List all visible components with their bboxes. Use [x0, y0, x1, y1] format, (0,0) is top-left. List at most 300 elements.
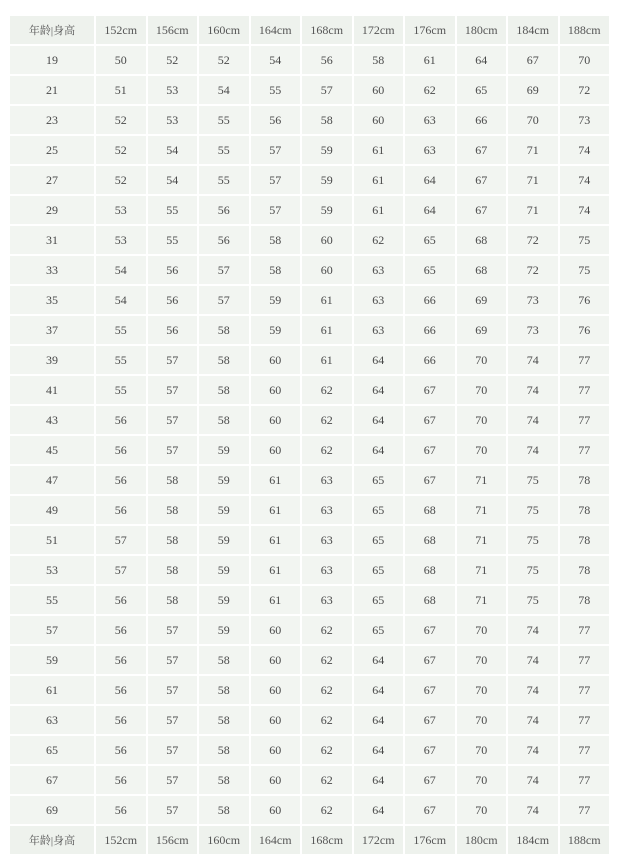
height-column-header: 180cm — [456, 825, 508, 855]
weight-cell: 60 — [301, 225, 353, 255]
weight-cell: 63 — [301, 465, 353, 495]
weight-cell: 55 — [250, 75, 302, 105]
weight-cell: 58 — [147, 465, 199, 495]
weight-cell: 56 — [147, 255, 199, 285]
weight-cell: 57 — [147, 615, 199, 645]
weight-cell: 53 — [147, 75, 199, 105]
weight-cell: 57 — [147, 735, 199, 765]
weight-cell: 60 — [250, 795, 302, 825]
weight-cell: 58 — [353, 45, 405, 75]
age-cell: 37 — [9, 315, 95, 345]
weight-cell: 59 — [198, 615, 250, 645]
weight-cell: 77 — [559, 765, 611, 795]
weight-cell: 61 — [353, 165, 405, 195]
age-height-weight-table — [8, 14, 611, 856]
weight-cell: 56 — [301, 45, 353, 75]
weight-cell: 57 — [250, 135, 302, 165]
weight-cell: 57 — [95, 525, 147, 555]
weight-cell: 77 — [559, 375, 611, 405]
weight-cell: 62 — [404, 75, 456, 105]
weight-cell: 74 — [507, 615, 559, 645]
table-row — [9, 705, 610, 735]
weight-cell: 73 — [507, 285, 559, 315]
table-row — [9, 315, 610, 345]
weight-cell: 57 — [250, 195, 302, 225]
weight-cell: 60 — [250, 705, 302, 735]
table-row — [9, 795, 610, 825]
weight-cell: 74 — [507, 705, 559, 735]
weight-cell: 57 — [301, 75, 353, 105]
weight-cell: 66 — [404, 315, 456, 345]
weight-cell: 64 — [404, 165, 456, 195]
weight-cell: 61 — [250, 465, 302, 495]
weight-cell: 78 — [559, 585, 611, 615]
weight-cell: 57 — [147, 345, 199, 375]
weight-cell: 59 — [198, 555, 250, 585]
weight-cell: 78 — [559, 465, 611, 495]
height-column-header: 156cm — [147, 825, 199, 855]
weight-cell: 54 — [147, 165, 199, 195]
weight-cell: 57 — [147, 645, 199, 675]
weight-cell: 56 — [95, 675, 147, 705]
weight-cell: 67 — [507, 45, 559, 75]
weight-cell: 62 — [301, 705, 353, 735]
weight-cell: 60 — [301, 255, 353, 285]
weight-cell: 62 — [301, 375, 353, 405]
weight-cell: 67 — [404, 465, 456, 495]
weight-cell: 65 — [353, 495, 405, 525]
weight-cell: 55 — [147, 195, 199, 225]
weight-cell: 67 — [404, 795, 456, 825]
weight-cell: 77 — [559, 405, 611, 435]
weight-cell: 66 — [404, 345, 456, 375]
age-cell: 25 — [9, 135, 95, 165]
weight-cell: 57 — [147, 795, 199, 825]
weight-cell: 70 — [507, 105, 559, 135]
weight-cell: 58 — [198, 345, 250, 375]
weight-cell: 77 — [559, 435, 611, 465]
weight-cell: 64 — [353, 645, 405, 675]
age-cell: 47 — [9, 465, 95, 495]
weight-cell: 59 — [301, 165, 353, 195]
weight-cell: 52 — [95, 135, 147, 165]
weight-cell: 75 — [507, 495, 559, 525]
height-column-header: 172cm — [353, 15, 405, 45]
weight-cell: 74 — [507, 795, 559, 825]
weight-cell: 61 — [301, 345, 353, 375]
weight-cell: 62 — [353, 225, 405, 255]
weight-cell: 62 — [301, 795, 353, 825]
weight-cell: 75 — [507, 525, 559, 555]
weight-cell: 61 — [250, 585, 302, 615]
weight-cell: 53 — [95, 195, 147, 225]
weight-cell: 74 — [559, 165, 611, 195]
weight-cell: 68 — [404, 495, 456, 525]
weight-cell: 66 — [404, 285, 456, 315]
weight-cell: 61 — [353, 135, 405, 165]
weight-cell: 72 — [507, 225, 559, 255]
weight-cell: 60 — [250, 615, 302, 645]
age-cell: 65 — [9, 735, 95, 765]
weight-cell: 67 — [404, 615, 456, 645]
weight-cell: 77 — [559, 345, 611, 375]
age-cell: 63 — [9, 705, 95, 735]
weight-cell: 63 — [301, 495, 353, 525]
weight-cell: 55 — [95, 375, 147, 405]
weight-cell: 58 — [198, 405, 250, 435]
weight-cell: 58 — [198, 375, 250, 405]
weight-cell: 74 — [559, 195, 611, 225]
weight-cell: 74 — [507, 645, 559, 675]
weight-cell: 59 — [301, 135, 353, 165]
weight-cell: 55 — [198, 165, 250, 195]
age-cell: 39 — [9, 345, 95, 375]
table-row — [9, 555, 610, 585]
weight-cell: 55 — [95, 345, 147, 375]
weight-cell: 78 — [559, 525, 611, 555]
weight-cell: 62 — [301, 435, 353, 465]
weight-cell: 56 — [147, 285, 199, 315]
weight-cell: 55 — [147, 225, 199, 255]
weight-cell: 71 — [507, 195, 559, 225]
height-column-header: 188cm — [559, 825, 611, 855]
weight-cell: 63 — [404, 105, 456, 135]
weight-cell: 75 — [507, 555, 559, 585]
weight-cell: 69 — [507, 75, 559, 105]
weight-cell: 63 — [353, 285, 405, 315]
weight-cell: 67 — [404, 375, 456, 405]
weight-cell: 57 — [147, 375, 199, 405]
weight-cell: 69 — [456, 315, 508, 345]
weight-cell: 75 — [559, 255, 611, 285]
weight-cell: 59 — [301, 195, 353, 225]
weight-cell: 70 — [456, 435, 508, 465]
age-cell: 45 — [9, 435, 95, 465]
weight-cell: 74 — [507, 675, 559, 705]
weight-cell: 58 — [250, 225, 302, 255]
weight-cell: 74 — [507, 765, 559, 795]
weight-cell: 68 — [456, 255, 508, 285]
age-cell: 53 — [9, 555, 95, 585]
weight-cell: 74 — [507, 375, 559, 405]
weight-cell: 57 — [95, 555, 147, 585]
weight-cell: 56 — [95, 705, 147, 735]
weight-cell: 70 — [456, 735, 508, 765]
age-cell: 29 — [9, 195, 95, 225]
table-row — [9, 105, 610, 135]
weight-cell: 56 — [250, 105, 302, 135]
weight-cell: 60 — [250, 645, 302, 675]
footer-row — [9, 825, 610, 855]
weight-cell: 70 — [456, 765, 508, 795]
table-row — [9, 435, 610, 465]
table-row — [9, 285, 610, 315]
weight-cell: 62 — [301, 645, 353, 675]
table-row — [9, 195, 610, 225]
weight-cell: 71 — [456, 585, 508, 615]
age-cell: 55 — [9, 585, 95, 615]
height-column-header: 152cm — [95, 15, 147, 45]
weight-cell: 74 — [507, 405, 559, 435]
weight-cell: 55 — [198, 135, 250, 165]
weight-cell: 59 — [198, 495, 250, 525]
height-column-header: 180cm — [456, 15, 508, 45]
weight-cell: 72 — [507, 255, 559, 285]
weight-cell: 58 — [250, 255, 302, 285]
weight-cell: 70 — [456, 795, 508, 825]
weight-cell: 67 — [404, 765, 456, 795]
weight-cell: 57 — [147, 675, 199, 705]
weight-cell: 60 — [353, 105, 405, 135]
weight-cell: 65 — [404, 255, 456, 285]
weight-cell: 64 — [456, 45, 508, 75]
weight-cell: 56 — [95, 645, 147, 675]
weight-cell: 64 — [353, 675, 405, 705]
table-row — [9, 405, 610, 435]
weight-cell: 58 — [198, 645, 250, 675]
weight-cell: 73 — [559, 105, 611, 135]
weight-cell: 61 — [250, 525, 302, 555]
height-column-header: 168cm — [301, 15, 353, 45]
weight-cell: 58 — [147, 495, 199, 525]
weight-cell: 57 — [198, 255, 250, 285]
weight-cell: 67 — [456, 195, 508, 225]
weight-cell: 70 — [456, 345, 508, 375]
weight-cell: 64 — [404, 195, 456, 225]
table-row — [9, 225, 610, 255]
weight-cell: 64 — [353, 765, 405, 795]
header-row — [9, 15, 610, 45]
table-row — [9, 585, 610, 615]
age-cell: 31 — [9, 225, 95, 255]
weight-cell: 68 — [404, 585, 456, 615]
weight-cell: 61 — [301, 285, 353, 315]
weight-cell: 59 — [250, 285, 302, 315]
weight-cell: 62 — [301, 765, 353, 795]
weight-cell: 62 — [301, 735, 353, 765]
weight-cell: 71 — [456, 495, 508, 525]
weight-cell: 65 — [353, 585, 405, 615]
weight-cell: 76 — [559, 285, 611, 315]
weight-cell: 64 — [353, 375, 405, 405]
weight-cell: 59 — [198, 465, 250, 495]
weight-cell: 76 — [559, 315, 611, 345]
age-height-corner-label: 年龄|身高 — [9, 15, 95, 45]
weight-cell: 60 — [250, 405, 302, 435]
weight-cell: 74 — [507, 345, 559, 375]
weight-cell: 65 — [353, 525, 405, 555]
weight-table-container — [8, 14, 609, 856]
table-row — [9, 495, 610, 525]
weight-cell: 52 — [147, 45, 199, 75]
table-row — [9, 45, 610, 75]
weight-cell: 58 — [301, 105, 353, 135]
height-column-header: 168cm — [301, 825, 353, 855]
weight-cell: 67 — [404, 645, 456, 675]
table-footer — [9, 825, 610, 855]
weight-cell: 56 — [95, 765, 147, 795]
weight-cell: 58 — [198, 705, 250, 735]
weight-cell: 59 — [198, 435, 250, 465]
weight-cell: 64 — [353, 405, 405, 435]
weight-cell: 78 — [559, 555, 611, 585]
weight-cell: 56 — [95, 615, 147, 645]
weight-cell: 62 — [301, 615, 353, 645]
weight-cell: 56 — [147, 315, 199, 345]
weight-cell: 55 — [95, 315, 147, 345]
table-row — [9, 75, 610, 105]
height-column-header: 176cm — [404, 825, 456, 855]
age-cell: 21 — [9, 75, 95, 105]
weight-cell: 75 — [559, 225, 611, 255]
weight-cell: 56 — [95, 465, 147, 495]
weight-cell: 67 — [404, 705, 456, 735]
weight-cell: 77 — [559, 675, 611, 705]
table-row — [9, 375, 610, 405]
weight-cell: 50 — [95, 45, 147, 75]
weight-cell: 60 — [250, 435, 302, 465]
weight-cell: 52 — [198, 45, 250, 75]
weight-cell: 65 — [404, 225, 456, 255]
weight-cell: 77 — [559, 735, 611, 765]
weight-cell: 70 — [559, 45, 611, 75]
age-cell: 43 — [9, 405, 95, 435]
table-row — [9, 255, 610, 285]
weight-cell: 52 — [95, 105, 147, 135]
age-cell: 61 — [9, 675, 95, 705]
age-height-corner-label: 年龄|身高 — [9, 825, 95, 855]
weight-cell: 58 — [198, 795, 250, 825]
weight-cell: 64 — [353, 735, 405, 765]
weight-cell: 77 — [559, 705, 611, 735]
weight-cell: 70 — [456, 375, 508, 405]
weight-cell: 57 — [198, 285, 250, 315]
table-row — [9, 765, 610, 795]
height-column-header: 188cm — [559, 15, 611, 45]
age-cell: 69 — [9, 795, 95, 825]
weight-cell: 64 — [353, 435, 405, 465]
weight-cell: 70 — [456, 615, 508, 645]
weight-cell: 74 — [507, 435, 559, 465]
age-cell: 33 — [9, 255, 95, 285]
weight-cell: 68 — [404, 555, 456, 585]
height-column-header: 184cm — [507, 15, 559, 45]
height-column-header: 172cm — [353, 825, 405, 855]
weight-cell: 64 — [353, 705, 405, 735]
age-cell: 27 — [9, 165, 95, 195]
weight-cell: 57 — [147, 435, 199, 465]
table-row — [9, 615, 610, 645]
weight-cell: 56 — [198, 225, 250, 255]
weight-cell: 70 — [456, 675, 508, 705]
weight-cell: 56 — [95, 435, 147, 465]
weight-cell: 60 — [353, 75, 405, 105]
weight-cell: 59 — [250, 315, 302, 345]
age-cell: 57 — [9, 615, 95, 645]
weight-cell: 67 — [404, 735, 456, 765]
weight-cell: 68 — [456, 225, 508, 255]
weight-cell: 58 — [147, 555, 199, 585]
table-row — [9, 645, 610, 675]
weight-cell: 60 — [250, 765, 302, 795]
weight-cell: 61 — [250, 555, 302, 585]
weight-cell: 57 — [250, 165, 302, 195]
age-cell: 67 — [9, 765, 95, 795]
weight-cell: 63 — [404, 135, 456, 165]
height-column-header: 164cm — [250, 825, 302, 855]
weight-cell: 70 — [456, 705, 508, 735]
table-row — [9, 525, 610, 555]
weight-cell: 77 — [559, 645, 611, 675]
weight-cell: 62 — [301, 675, 353, 705]
weight-cell: 61 — [353, 195, 405, 225]
weight-cell: 74 — [559, 135, 611, 165]
age-cell: 23 — [9, 105, 95, 135]
weight-cell: 58 — [198, 315, 250, 345]
height-column-header: 160cm — [198, 825, 250, 855]
weight-cell: 58 — [198, 675, 250, 705]
weight-cell: 65 — [353, 615, 405, 645]
weight-cell: 58 — [147, 525, 199, 555]
weight-cell: 67 — [404, 675, 456, 705]
table-row — [9, 165, 610, 195]
weight-cell: 67 — [404, 435, 456, 465]
weight-cell: 52 — [95, 165, 147, 195]
weight-cell: 56 — [95, 585, 147, 615]
weight-cell: 58 — [198, 735, 250, 765]
weight-cell: 71 — [507, 165, 559, 195]
age-cell: 51 — [9, 525, 95, 555]
weight-cell: 75 — [507, 465, 559, 495]
weight-cell: 78 — [559, 495, 611, 525]
table-row — [9, 675, 610, 705]
weight-cell: 57 — [147, 705, 199, 735]
table-row — [9, 345, 610, 375]
height-column-header: 176cm — [404, 15, 456, 45]
weight-cell: 64 — [353, 345, 405, 375]
weight-cell: 56 — [198, 195, 250, 225]
weight-cell: 61 — [404, 45, 456, 75]
table-body — [9, 45, 610, 825]
weight-cell: 54 — [250, 45, 302, 75]
height-column-header: 164cm — [250, 15, 302, 45]
weight-cell: 53 — [147, 105, 199, 135]
weight-cell: 71 — [456, 465, 508, 495]
age-cell: 59 — [9, 645, 95, 675]
age-cell: 49 — [9, 495, 95, 525]
weight-cell: 54 — [198, 75, 250, 105]
weight-cell: 63 — [353, 315, 405, 345]
weight-cell: 60 — [250, 375, 302, 405]
weight-cell: 65 — [353, 465, 405, 495]
weight-cell: 74 — [507, 735, 559, 765]
weight-cell: 67 — [456, 135, 508, 165]
weight-cell: 63 — [301, 585, 353, 615]
weight-cell: 59 — [198, 525, 250, 555]
weight-cell: 73 — [507, 315, 559, 345]
weight-cell: 61 — [301, 315, 353, 345]
weight-cell: 64 — [353, 795, 405, 825]
weight-cell: 70 — [456, 405, 508, 435]
weight-cell: 63 — [301, 525, 353, 555]
weight-cell: 69 — [456, 285, 508, 315]
weight-cell: 60 — [250, 345, 302, 375]
weight-cell: 77 — [559, 615, 611, 645]
age-cell: 35 — [9, 285, 95, 315]
weight-cell: 51 — [95, 75, 147, 105]
weight-cell: 56 — [95, 495, 147, 525]
weight-cell: 58 — [198, 765, 250, 795]
